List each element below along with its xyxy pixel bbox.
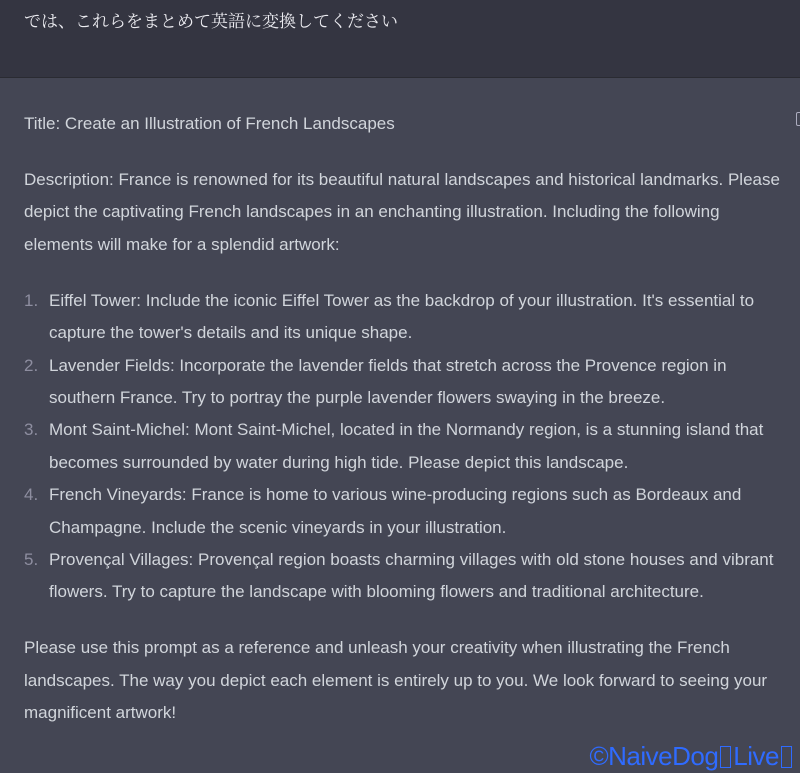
list-item-text: French Vineyards: France is home to various wine-producing regions such as Bordeaux and Champagne. Include the scenic vineyards in your illustration. [49,485,742,537]
list-item-text: Eiffel Tower: Include the iconic Eiffel Tower as the backdrop of your illustration. It's essential to capture the tower's details and its unique shape. [49,290,755,343]
watermark-suffix: Live [733,741,779,771]
copy-icon[interactable] [796,112,800,126]
response-closing: Please use this prompt as a reference and unleash your creativity when illustrating the French landscapes. The way you depict each element is entirely up to you. We look forward to seeing your magnificent artwork! [24,638,768,723]
list-item-number: 2. [24,355,39,375]
elements-list [24,285,784,609]
list-item-number: 3. [24,420,39,440]
missing-glyph-box [720,746,731,768]
user-message-text: では、これらをまとめて英語に変換してください [24,12,398,32]
response-description: Description: France is renowned for its beautiful natural landscapes and historical landmarks. Please depict the captivating French landscapes in an enchanting illustration. Including the following elements will make for a splendid artwork: [24,170,780,254]
watermark [589,741,794,771]
list-item-number: 4. [24,485,39,505]
user-message [0,0,800,78]
missing-glyph-box [781,746,792,768]
list-item-text: Provençal Villages: Provençal region boasts charming villages with old stone houses and vibrant flowers. Try to capture the landscape with blooming flowers and traditional architecture. [49,550,774,602]
list-item-number: 1. [24,290,39,310]
list-item [24,544,784,609]
list-item [24,350,784,415]
watermark-prefix: ©NaiveDog [589,741,719,771]
list-item-text: Mont Saint-Michel: Mont Saint-Michel, located in the Normandy region, is a stunning island that becomes surrounded by water during high tide. Please depict this landscape. [49,420,764,472]
response-title: Title: Create an Illustration of French Landscapes [24,114,395,133]
list-item [24,414,784,479]
list-item [24,479,784,544]
list-item [24,285,784,350]
assistant-message-content [24,108,784,730]
list-item-text: Lavender Fields: Incorporate the lavender fields that stretch across the Provence region in southern France. Try to portray the purple lavender flowers swaying in the breeze. [49,355,727,408]
list-item-number: 5. [24,550,39,570]
